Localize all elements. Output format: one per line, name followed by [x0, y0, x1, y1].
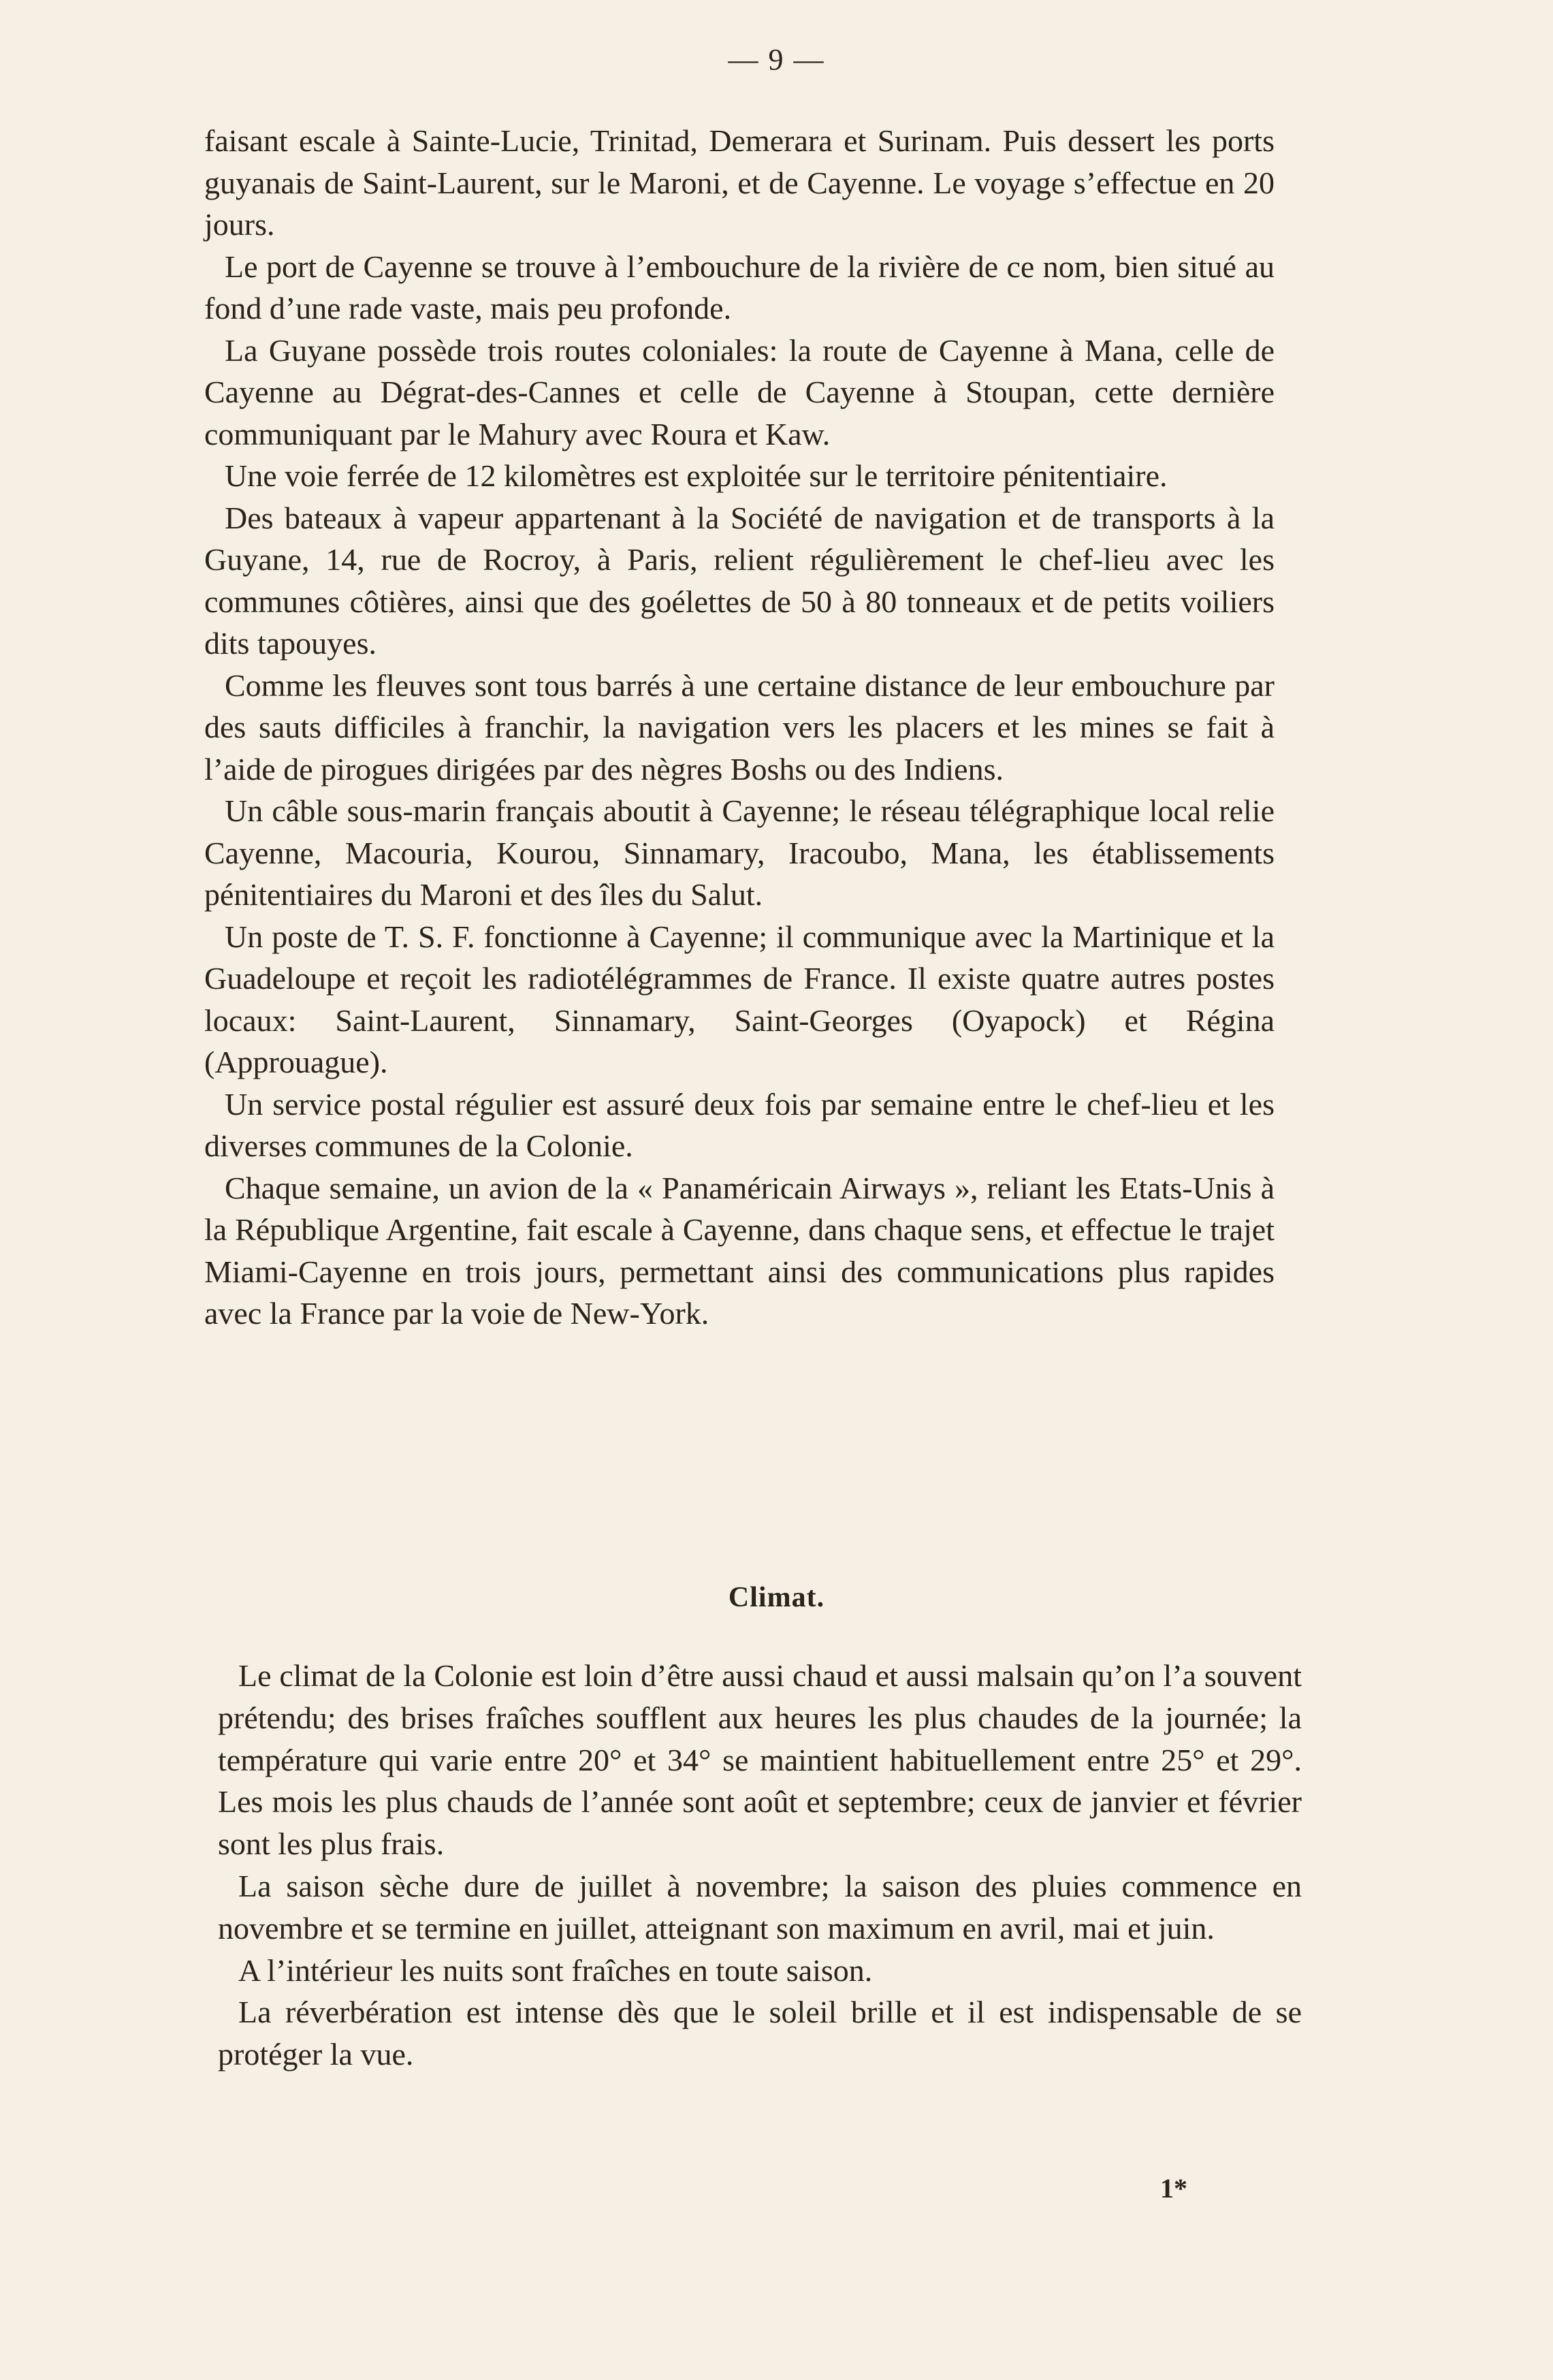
paragraph: Chaque semaine, un avion de la « Panaméricain Airways », reliant les Etats-Unis à la République Argentine, fait escale à Cayenne, dans chaque sens, et effectue le trajet Miami-Cayenne en trois jours, permettant ainsi des communications plus rapides avec la France par la voie de New-York. [204, 1170, 1275, 1331]
transport-section [204, 120, 1275, 1335]
paragraph: Une voie ferrée de 12 kilomètres est exploitée sur le territoire pénitentiaire. [225, 458, 1168, 493]
paragraph: Des bateaux à vapeur appartenant à la Société de navigation et de transports à la Guyane, 14, rue de Rocroy, à Paris, relient régulièrement le chef-lieu avec les communes côtières, ainsi que des goélettes de 50 à 80 tonneaux et de petits voiliers dits tapouyes. [204, 500, 1275, 661]
paragraph: La saison sèche dure de juillet à novembre; la saison des pluies commence en novembre et se termine en juillet, atteignant son maximum en avril, mai et juin. [218, 1868, 1302, 1946]
page-number: — 9 — [728, 43, 825, 76]
paragraph: Le climat de la Colonie est loin d’être aussi chaud et aussi malsain qu’on l’a souvent prétendu; des brises fraîches soufflent aux heures les plus chaudes de la journée; la température qui varie entre 20° et 34° se maintient habituellement entre 25° et 29°. Les mois les plus chauds de l’année sont août et septembre; ceux de janvier et février sont les plus frais. [218, 1658, 1302, 1862]
paragraph: Un service postal régulier est assuré deux fois par semaine entre le chef-lieu et les diverses communes de la Colonie. [204, 1086, 1275, 1163]
paragraph: faisant escale à Sainte-Lucie, Trinitad, Demerara et Surinam. Puis dessert les ports guyanais de Saint-Laurent, sur le Maroni, et de Cayenne. Le voyage s’effectue en 20 jours. [204, 123, 1275, 242]
signature-mark: 1* [1160, 2173, 1187, 2204]
paragraph: La Guyane possède trois routes coloniales: la route de Cayenne à Mana, celle de Cayenne au Dégrat-des-Cannes et celle de Cayenne à Stoupan, cette dernière communiquant par le Mahury avec Roura et Kaw. [204, 332, 1275, 451]
climat-section [218, 1655, 1302, 2076]
paragraph: A l’intérieur les nuits sont fraîches en toute saison. [238, 1952, 873, 1988]
paragraph: La réverbération est intense dès que le soleil brille et il est indispensable de se protéger la vue. [218, 1995, 1302, 2072]
paragraph: Le port de Cayenne se trouve à l’embouchure de la rivière de ce nom, bien situé au fond d’une rade vaste, mais peu profonde. [204, 249, 1275, 326]
section-heading-climat: Climat. [728, 1582, 825, 1613]
paragraph: Un poste de T. S. F. fonctionne à Cayenne; il communique avec la Martinique et la Guadeloupe et reçoit les radiotélégrammes de France. Il existe quatre autres postes locaux: Saint-Laurent, Sinnamary, Saint-Georges (Oyapock) et Régina (Approuague). [204, 919, 1275, 1079]
paragraph: Un câble sous-marin français aboutit à Cayenne; le réseau télégraphique local relie Cayenne, Macouria, Kourou, Sinnamary, Iracoubo, Mana, les établissements pénitentiaires du Maroni et des îles du Salut. [204, 793, 1275, 912]
paragraph: Comme les fleuves sont tous barrés à une certaine distance de leur embouchure par des sauts difficiles à franchir, la navigation vers les placers et les mines se fait à l’aide de pirogues dirigées par des nègres Boshs ou des Indiens. [204, 667, 1275, 787]
